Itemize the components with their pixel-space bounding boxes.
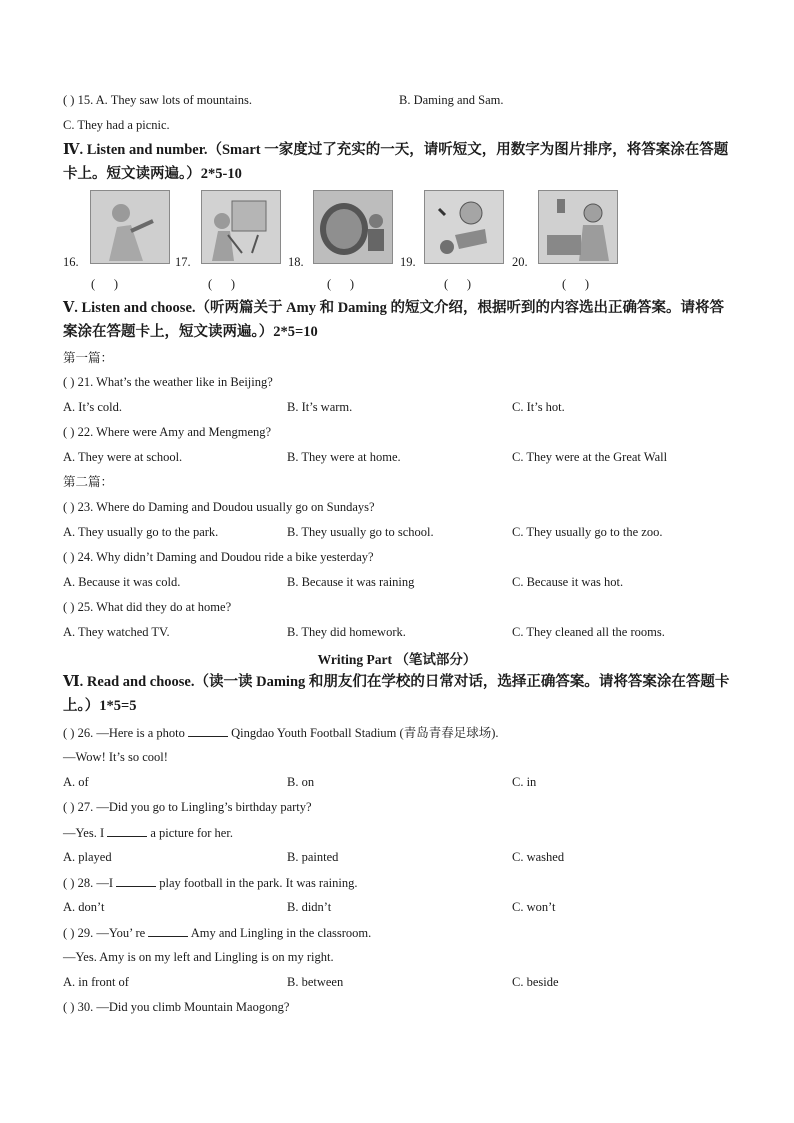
question-stem: 26. —Here is a photo	[77, 726, 185, 740]
answer-paren[interactable]: ( )	[63, 600, 75, 614]
option-c: C. It’s hot.	[512, 400, 565, 414]
question-24	[63, 549, 374, 565]
option-c: C. washed	[512, 850, 565, 864]
girl-painting-icon	[201, 190, 281, 264]
option-b: B. painted	[287, 850, 339, 864]
option-c: C. won’t	[512, 900, 556, 914]
answer-paren[interactable]: ( )	[91, 277, 119, 291]
reply-end: a picture for her.	[150, 826, 233, 840]
option-a: A. They watched TV.	[63, 625, 170, 639]
answer-paren[interactable]: ( )	[444, 277, 472, 291]
boy-playing-ball-icon	[424, 190, 504, 264]
question-29	[63, 924, 371, 941]
question-stem: 22. Where were Amy and Mengmeng?	[77, 425, 272, 439]
question-stem: 21. What’s the weather like in Beijing?	[77, 375, 273, 389]
answer-paren[interactable]: ( )	[63, 500, 75, 514]
answer-paren[interactable]: ( )	[63, 926, 75, 940]
answer-blank[interactable]	[188, 724, 228, 737]
part-2-label: 第二篇：	[63, 475, 114, 489]
section-instructions: （Smart 一家度过了充实的一天，请听短文，用数字为图片排序，将答案涂在答题卡上。短文读两遍。）2*5-10	[63, 142, 729, 182]
option-b: B. on	[287, 775, 315, 789]
option-c: C. They cleaned all the rooms.	[512, 625, 665, 639]
option-b: B. They did homework.	[287, 625, 406, 639]
question-22	[63, 424, 271, 440]
boy-playing-icon	[90, 190, 170, 264]
question-stem: 15. A. They saw lots of mountains.	[77, 93, 252, 107]
dialog-reply: —Yes. Amy is on my left and Lingling is on my right.	[63, 950, 334, 964]
question-stem-end: Amy and Lingling in the classroom.	[190, 926, 372, 940]
answer-paren[interactable]: ( )	[562, 277, 590, 291]
option-a: A. It’s cold.	[63, 400, 123, 414]
question-26	[63, 724, 498, 741]
section-6-heading	[63, 670, 733, 718]
answer-blank[interactable]	[116, 874, 156, 887]
section-title: Ⅴ. Listen and choose.	[63, 300, 196, 316]
question-25	[63, 599, 231, 615]
question-stem: 29. —You’ re	[77, 926, 146, 940]
dialog-reply	[63, 824, 233, 841]
part-1-label: 第一篇：	[63, 351, 114, 365]
answer-paren[interactable]: ( )	[63, 550, 75, 564]
section-instructions: （读一读 Daming 和朋友们在学校的日常对话，选择正确答案。请将答案涂在答题卡上。）1*5=5	[63, 674, 730, 714]
answer-paren[interactable]: ( )	[63, 876, 75, 890]
option-a: A. played	[63, 850, 112, 864]
option-b: B. didn’t	[287, 900, 332, 914]
writing-part-title: Writing Part （笔试部分）	[317, 652, 477, 667]
dialog-reply: —Wow! It’s so cool!	[63, 750, 168, 764]
answer-paren[interactable]: ( )	[63, 726, 75, 740]
option-a: A. Because it was cold.	[63, 575, 181, 589]
question-15	[63, 92, 252, 108]
option-c: C. in	[512, 775, 537, 789]
answer-paren[interactable]: ( )	[327, 277, 355, 291]
answer-blank[interactable]	[148, 924, 188, 937]
section-title: Ⅵ. Read and choose.	[63, 674, 195, 690]
option-b: B. They usually go to school.	[287, 525, 434, 539]
picture-number: 17.	[175, 255, 191, 269]
option-b: B. Daming and Sam.	[399, 93, 504, 107]
picture-number: 19.	[400, 255, 416, 269]
question-stem-end: play football in the park. It was raining.	[159, 876, 358, 890]
option-c: C. They had a picnic.	[63, 118, 170, 132]
option-c: C. beside	[512, 975, 559, 989]
question-stem: 23. Where do Daming and Doudou usually go on Sundays?	[77, 500, 375, 514]
answer-blank[interactable]	[107, 824, 147, 837]
question-stem: 27. —Did you go to Lingling’s birthday party?	[77, 800, 312, 814]
option-a: A. don’t	[63, 900, 105, 914]
question-23	[63, 499, 375, 515]
option-a: A. They usually go to the park.	[63, 525, 219, 539]
question-stem: 30. —Did you climb Mountain Maogong?	[77, 1000, 290, 1014]
picture-number: 20.	[512, 255, 528, 269]
answer-paren[interactable]: ( )	[63, 425, 75, 439]
option-b: B. It’s warm.	[287, 400, 353, 414]
answer-paren[interactable]: ( )	[63, 800, 75, 814]
answer-paren[interactable]: ( )	[63, 375, 75, 389]
person-reading-icon	[313, 190, 393, 264]
question-27	[63, 799, 312, 815]
answer-paren[interactable]: ( )	[63, 93, 75, 107]
question-30	[63, 999, 289, 1015]
option-b: B. They were at home.	[287, 450, 401, 464]
question-stem-end: Qingdao Youth Football Stadium (青岛青春足球场).	[231, 726, 499, 740]
question-21	[63, 374, 273, 390]
question-28	[63, 874, 357, 891]
reply-start: —Yes. I	[63, 826, 105, 840]
section-instructions: （听两篇关于 Amy 和 Daming 的短文介绍，根据听到的内容选出正确答案。请将答案涂在答题卡上，短文读两遍。）2*5=10	[63, 300, 724, 340]
picture-number: 16.	[63, 255, 79, 269]
question-stem: 24. Why didn’t Daming and Doudou ride a bike yesterday?	[77, 550, 374, 564]
answer-paren[interactable]: ( )	[208, 277, 236, 291]
option-a: A. in front of	[63, 975, 129, 989]
question-stem: 28. —I	[77, 876, 113, 890]
option-a: A. They were at school.	[63, 450, 183, 464]
section-title: Ⅳ. Listen and number.	[63, 142, 208, 158]
woman-cooking-icon	[538, 190, 618, 264]
option-a: A. of	[63, 775, 89, 789]
option-c: C. Because it was hot.	[512, 575, 624, 589]
option-b: B. Because it was raining	[287, 575, 415, 589]
section-4-heading	[63, 138, 733, 186]
section-5-heading	[63, 296, 733, 344]
option-c: C. They usually go to the zoo.	[512, 525, 663, 539]
option-c: C. They were at the Great Wall	[512, 450, 668, 464]
answer-paren[interactable]: ( )	[63, 1000, 75, 1014]
question-stem: 25. What did they do at home?	[77, 600, 232, 614]
picture-number: 18.	[288, 255, 304, 269]
option-b: B. between	[287, 975, 344, 989]
